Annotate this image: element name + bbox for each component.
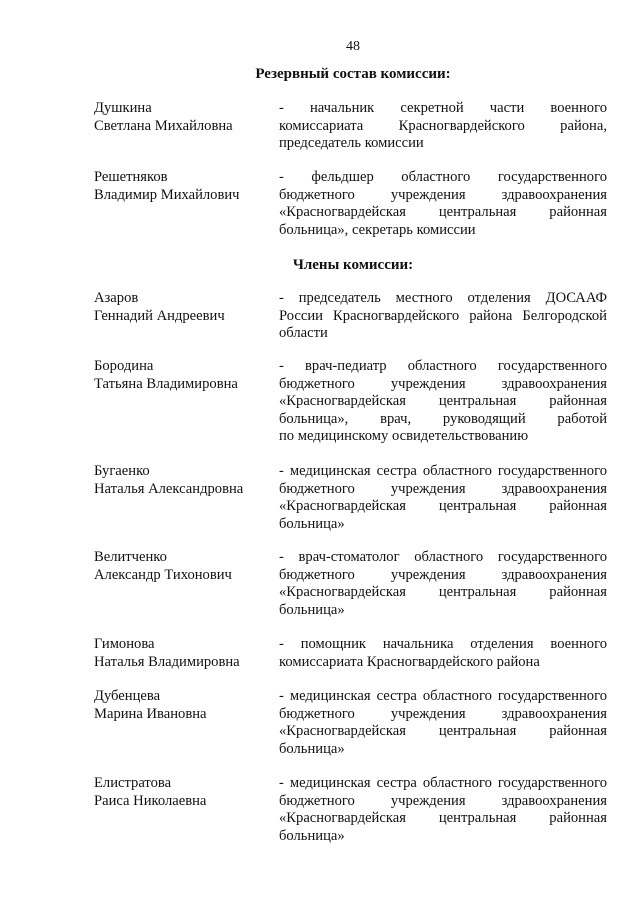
role-line: комиссариата Красногвардейского района,	[279, 117, 607, 134]
given-names: Александр Тихонович	[94, 566, 232, 583]
role-line: больница»	[279, 740, 345, 757]
surname: Гимонова	[94, 636, 155, 652]
given-names: Светлана Михайловна	[94, 117, 233, 134]
role-line: больница»	[279, 601, 345, 618]
role-line: России Красногвардейского района Белгородской	[279, 307, 607, 324]
given-names: Геннадий Андреевич	[94, 307, 225, 324]
person-name	[94, 358, 274, 393]
person-name	[94, 636, 274, 671]
person-role	[279, 358, 607, 446]
role-line: больница»	[279, 515, 345, 532]
role-line: области	[279, 325, 328, 342]
person-role	[279, 688, 607, 758]
role-line: бюджетного учреждения здравоохранения	[279, 566, 607, 583]
role-line: бюджетного учреждения здравоохранения	[279, 375, 607, 392]
role-line: «Красногвардейская центральная районная	[279, 204, 607, 221]
surname: Дубенцева	[94, 688, 161, 704]
person-role	[279, 290, 607, 343]
surname: Бугаенко	[94, 463, 150, 479]
role-line: - медицинская сестра областного государственного	[279, 775, 607, 791]
role-line: больница»	[279, 827, 345, 844]
surname: Бородина	[94, 358, 154, 374]
role-line: «Красногвардейская центральная районная	[279, 810, 607, 827]
role-line: «Красногвардейская центральная районная	[279, 393, 607, 410]
role-line: председатель комиссии	[279, 135, 424, 152]
person-name	[94, 463, 274, 498]
role-line: - помощник начальника отделения военного	[279, 636, 607, 652]
person-name	[94, 549, 274, 584]
role-line: «Красногвардейская центральная районная	[279, 584, 607, 601]
given-names: Наталья Владимировна	[94, 653, 240, 670]
given-names: Раиса Николаевна	[94, 792, 207, 809]
role-line: больница», врач, руководящий работой	[279, 410, 607, 427]
surname: Велитченко	[94, 549, 167, 565]
person-name	[94, 100, 274, 135]
role-line: «Красногвардейская центральная районная	[279, 498, 607, 515]
page-number: 48	[346, 39, 360, 54]
role-line: больница», секретарь комиссии	[279, 221, 476, 238]
role-line: - фельдшер областного государственного	[279, 169, 607, 185]
surname: Елистратова	[94, 775, 172, 791]
person-name	[94, 688, 274, 723]
role-line: бюджетного учреждения здравоохранения	[279, 186, 607, 203]
role-line: по медицинскому освидетельствованию	[279, 428, 529, 445]
given-names: Татьяна Владимировна	[94, 375, 238, 392]
reserve-heading: Резервный состав комиссии:	[255, 66, 451, 82]
surname: Душкина	[94, 100, 152, 116]
person-name	[94, 775, 274, 810]
surname: Решетняков	[94, 169, 168, 185]
person-role	[279, 775, 607, 845]
person-role	[279, 100, 607, 153]
role-line: бюджетного учреждения здравоохранения	[279, 480, 607, 497]
person-name	[94, 290, 274, 325]
role-line: бюджетного учреждения здравоохранения	[279, 705, 607, 722]
person-role	[279, 636, 607, 671]
role-line: - медицинская сестра областного государственного	[279, 688, 607, 704]
given-names: Владимир Михайлович	[94, 186, 240, 203]
role-line: - председатель местного отделения ДОСААФ	[279, 290, 607, 306]
person-name	[94, 169, 274, 204]
role-line: комиссариата Красногвардейского района	[279, 653, 540, 670]
members-heading: Члены комиссии:	[292, 257, 414, 273]
person-role	[279, 549, 607, 619]
person-role	[279, 169, 607, 239]
given-names: Наталья Александровна	[94, 480, 244, 497]
person-role	[279, 463, 607, 533]
role-line: бюджетного учреждения здравоохранения	[279, 792, 607, 809]
role-line: - начальник секретной части военного	[279, 100, 607, 116]
role-line: - врач-педиатр областного государственного	[279, 358, 607, 374]
role-line: «Красногвардейская центральная районная	[279, 723, 607, 740]
surname: Азаров	[94, 290, 139, 306]
given-names: Марина Ивановна	[94, 705, 207, 722]
role-line: - медицинская сестра областного государственного	[279, 463, 607, 479]
role-line: - врач-стоматолог областного государственного	[279, 549, 607, 565]
